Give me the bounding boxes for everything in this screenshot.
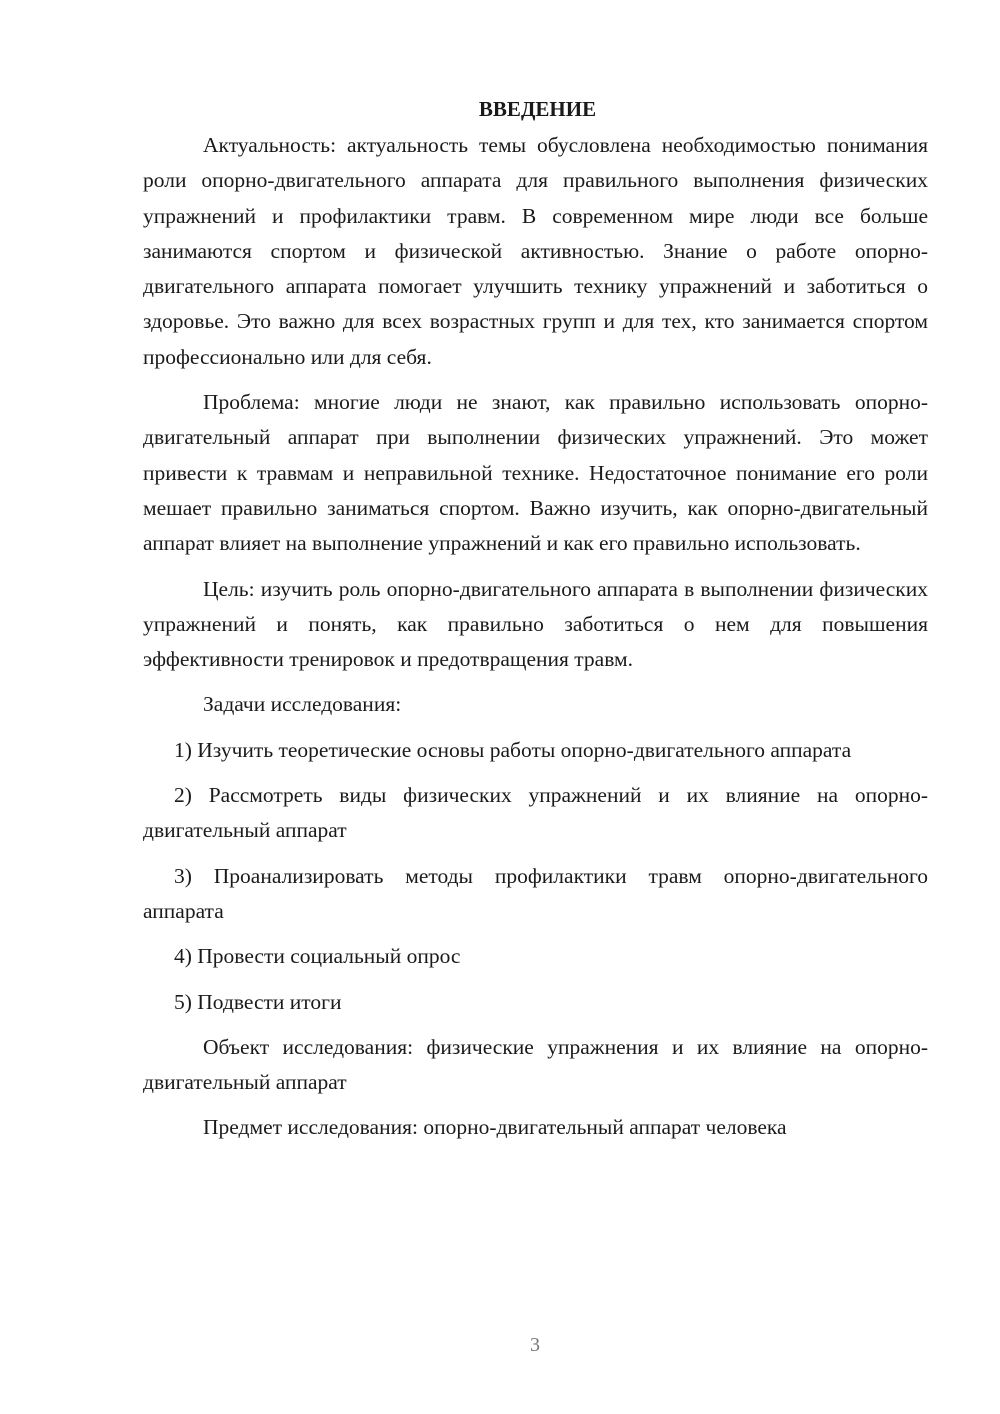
problem-paragraph: Проблема: многие люди не знают, как правильно использовать опорно-двигательный аппарат при выполнении физических упражнений. Это может привести к травмам и неправильной технике. Недостаточное понимание его роли мешает правильно заниматься спортом. Важно изучить, как опорно-двигательный аппарат влияет на выполнение упражнений и как его правильно использовать. bbox=[143, 390, 928, 556]
page-content bbox=[143, 94, 928, 1146]
relevance-paragraph: Актуальность: актуальность темы обусловлена необходимостью понимания роли опорно-двигательного аппарата для правильного выполнения физических упражнений и профилактики травм. В современном мире люди все больше занимаются спортом и физической активностью. Знание о работе опорно-двигательного аппарата помогает улучшить технику упражнений и заботиться о здоровье. Это важно для всех возрастных групп и для тех, кто занимается спортом профессионально или для себя. bbox=[143, 133, 928, 369]
task-item-3: 3) Проанализировать методы профилактики травм опорно-двигательного аппарата bbox=[143, 863, 928, 923]
tasks-heading: Задачи исследования: bbox=[203, 692, 402, 717]
section-title: ВВЕДЕНИЕ bbox=[478, 97, 597, 121]
goal-paragraph: Цель: изучить роль опорно-двигательного аппарата в выполнении физических упражнений и понять, как правильно заботиться о нем для повышения эффективности тренировок и предотвращения травм. bbox=[143, 576, 928, 672]
task-item-1: 1) Изучить теоретические основы работы опорно-двигательного аппарата bbox=[174, 737, 852, 762]
task-item-2: 2) Рассмотреть виды физических упражнений и их влияние на опорно-двигательный аппарат bbox=[143, 783, 928, 843]
subject-paragraph: Предмет исследования: опорно-двигательный аппарат человека bbox=[203, 1115, 787, 1140]
task-item-4: 4) Провести социальный опрос bbox=[174, 944, 461, 969]
object-paragraph: Объект исследования: физические упражнения и их влияние на опорно-двигательный аппарат bbox=[143, 1034, 928, 1095]
task-item-5: 5) Подвести итоги bbox=[174, 989, 342, 1014]
page-number: 3 bbox=[530, 1334, 540, 1356]
